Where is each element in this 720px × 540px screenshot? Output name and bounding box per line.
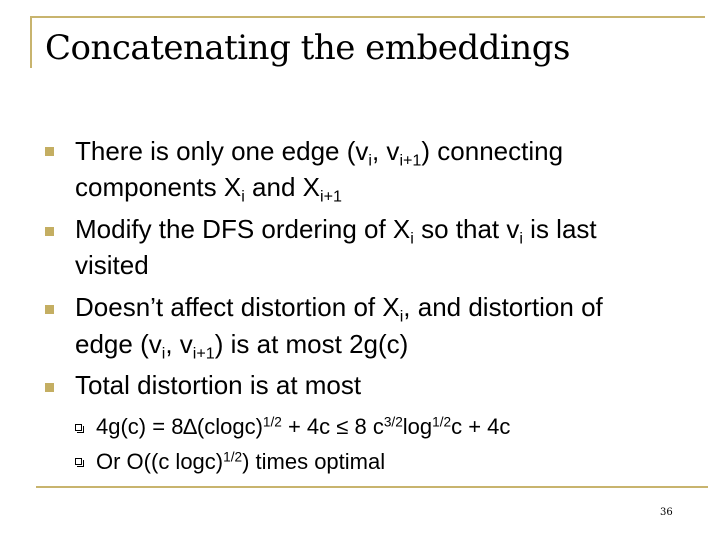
sub-bullet-1: $4g(c) = 8\Delta(clogc)^{1/2} + 4c \le 8$ $c^{3/2}\log^{1/2}c + 4c$ — [96, 414, 511, 439]
bullet-1-line-1: There is only one edge ($v_i$, $v_{i+1}$) connecting — [75, 136, 564, 170]
bullet-3-line-1: Doesn’t affect distortion of $X_i$, and distortion of — [75, 292, 603, 326]
bullet-square-icon — [45, 383, 54, 392]
bullet-square-icon — [45, 305, 54, 314]
bullet-2-line-1: Modify the DFS ordering of $X_i$ so that $v_i$ is last — [75, 214, 597, 248]
bullet-1-line-2: components $X_i$ and $X_{i+1}$ — [75, 172, 342, 206]
slide-title: Concatenating the embeddings — [45, 28, 570, 68]
bullet-square-icon — [45, 227, 54, 236]
bullet-2-line-2: visited — [75, 250, 149, 280]
bullet-4-line-1: Total distortion is at most — [75, 370, 362, 400]
sub-bullet-square-icon — [75, 458, 82, 465]
bullet-3-line-2: edge ($v_i$, $v_{i+1}$) is at most 2g(c) — [75, 329, 409, 363]
footer-rule — [36, 486, 708, 488]
frame-left-rule — [30, 16, 32, 68]
sub-bullet-square-icon — [75, 424, 82, 431]
page-number: 36 — [660, 507, 673, 518]
bullet-square-icon — [45, 147, 54, 156]
sub-bullet-2: Or O((c logc)$^{1/2}$) times optimal — [96, 449, 386, 474]
frame-top-rule — [30, 16, 705, 18]
